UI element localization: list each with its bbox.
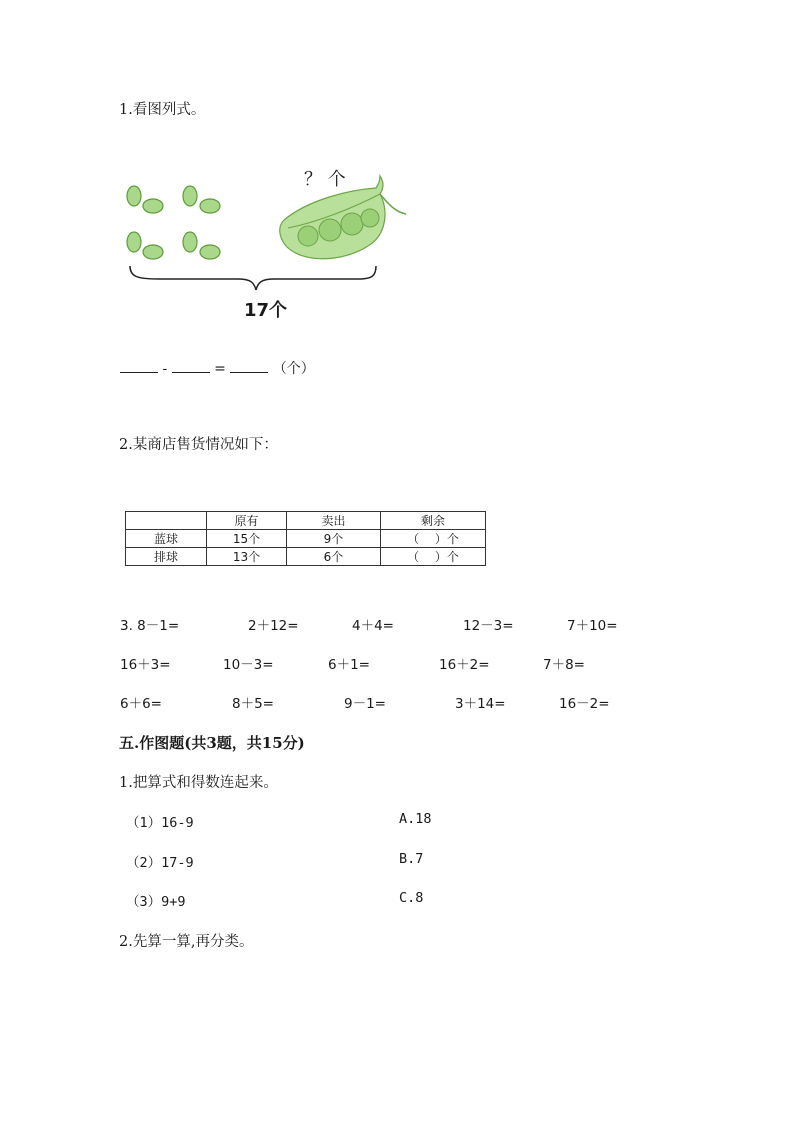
blank-1[interactable] xyxy=(120,358,158,373)
table-header: 剩余 xyxy=(381,512,486,530)
q3-item: 10－3= xyxy=(223,657,274,673)
curly-brace xyxy=(130,266,376,290)
unit-label: （个） xyxy=(272,361,315,377)
q3-item: 6＋1= xyxy=(328,657,370,673)
equals-sign: = xyxy=(214,361,226,377)
table-header xyxy=(126,512,207,530)
q3-item: 16＋3= xyxy=(120,657,171,673)
table-cell: 15个 xyxy=(207,530,287,548)
table-row xyxy=(126,530,486,548)
s5-q2-title: 2.先算一算,再分类。 xyxy=(119,934,254,950)
equation-row xyxy=(120,358,315,378)
table-cell: 蓝球 xyxy=(126,530,207,548)
match-left-item[interactable]: （3）9+9 xyxy=(126,894,186,910)
q3-item: 8＋5= xyxy=(232,696,274,712)
table-cell-answer[interactable]: （ ）个 xyxy=(381,530,486,548)
match-right-item[interactable]: A.18 xyxy=(399,811,432,827)
total-count-label: 17个 xyxy=(244,300,288,321)
q3-item: 9－1= xyxy=(344,696,386,712)
question-count-label: ？ 个 xyxy=(304,169,346,190)
blank-2[interactable] xyxy=(172,358,210,373)
table-header: 卖出 xyxy=(287,512,381,530)
q3-item: 7＋8= xyxy=(543,657,585,673)
match-left-item[interactable]: （1）16-9 xyxy=(126,815,194,831)
bean-pair-1 xyxy=(127,186,163,213)
q3-item: 16＋2= xyxy=(439,657,490,673)
table-cell: 排球 xyxy=(126,548,207,566)
q3-item: 7＋10= xyxy=(567,618,618,634)
table-row xyxy=(126,548,486,566)
minus-sign: - xyxy=(162,361,168,377)
match-right-item[interactable]: B.7 xyxy=(399,851,424,867)
q3-item: 3＋14= xyxy=(455,696,506,712)
table-cell: 13个 xyxy=(207,548,287,566)
q3-item: 12－3= xyxy=(463,618,514,634)
table-header-row xyxy=(126,512,486,530)
q2-title: 2.某商店售货情况如下： xyxy=(119,437,278,453)
table-header: 原有 xyxy=(207,512,287,530)
table-cell: 6个 xyxy=(287,548,381,566)
q3-item: 4＋4= xyxy=(352,618,394,634)
bean-pair-4 xyxy=(183,232,220,259)
s5-q1-title: 1.把算式和得数连起来。 xyxy=(119,775,278,791)
q3-item: 2＋12= xyxy=(248,618,299,634)
q3-item: 16－2= xyxy=(559,696,610,712)
q3-item: 6＋6= xyxy=(120,696,162,712)
match-right-item[interactable]: C.8 xyxy=(399,890,424,906)
section-title: 五.作图题(共3题，共15分) xyxy=(119,734,305,752)
table-cell-answer[interactable]: （ ）个 xyxy=(381,548,486,566)
blank-3[interactable] xyxy=(230,358,268,373)
table-cell: 9个 xyxy=(287,530,381,548)
q3-item: 3. 8－1= xyxy=(120,618,180,634)
bean-pair-2 xyxy=(183,186,220,213)
bean-pair-3 xyxy=(127,232,163,259)
match-left-item[interactable]: （2）17-9 xyxy=(126,855,194,871)
q1-title: 1.看图列式。 xyxy=(119,102,206,118)
sales-table xyxy=(125,511,486,566)
